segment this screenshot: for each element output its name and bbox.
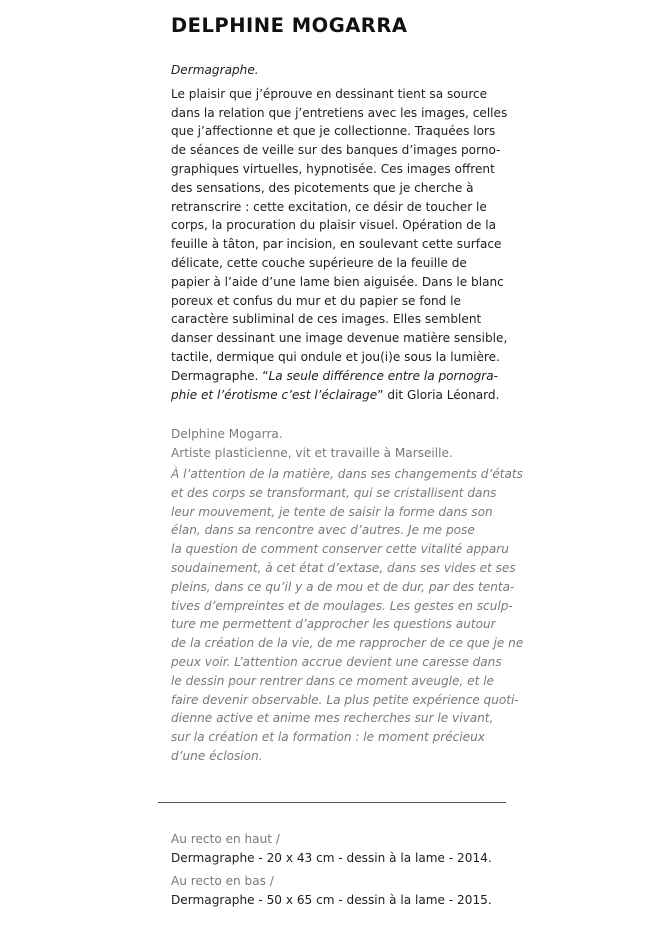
quote-line: [171, 386, 507, 405]
bio-block: [171, 425, 507, 463]
bio-role: Artiste plasticienne, vit et travaille à Marseille.: [171, 445, 453, 460]
italic-line: la question de comment conserver cette vitalité apparu: [171, 542, 509, 557]
italic-line: pleins, dans ce qu’il y a de mou et de dur, par des tenta-: [171, 579, 515, 594]
caption: [171, 872, 507, 910]
statement-line: de séances de veille sur des banques d’images porno-: [171, 143, 501, 158]
italic-line: ture me permettent d’approcher les questions autour: [171, 617, 496, 632]
italic-line: le dessin pour rentrer dans ce moment aveugle, et le: [171, 673, 494, 688]
statement-line: danser dessinant une image devenue matière sensible,: [171, 331, 508, 346]
italic-line: peux voir. L’attention accrue devient une caresse dans: [171, 654, 502, 669]
italic-line: leur mouvement, je tente de saisir la forme dans son: [171, 504, 493, 519]
statement-block: [171, 61, 507, 404]
statement-line: des sensations, des picotements que je cherche à: [171, 180, 474, 195]
caption-details: Dermagraphe - 50 x 65 cm - dessin à la lame - 2015.: [171, 892, 492, 907]
page-title: DELPHINE MOGARRA: [171, 14, 408, 37]
statement-line: dans la relation que j’entretiens avec les images, celles: [171, 105, 508, 120]
italic-line: et des corps se transformant, qui se cristallisent dans: [171, 485, 497, 500]
bio-name: Delphine Mogarra.: [171, 427, 283, 441]
statement-line: que j’affectionne et que je collectionne. Traquées lors: [171, 124, 496, 139]
italic-line: de la création de la vie, de me rapprocher de ce que je ne: [171, 636, 524, 651]
divider: [158, 802, 506, 803]
quote-line: [171, 367, 507, 386]
italic-line: soudainement, à cet état d’extase, dans ses vides et ses: [171, 560, 516, 575]
italic-text-block: [171, 465, 524, 766]
caption: [171, 830, 507, 868]
statement-line: retranscrire : cette excitation, ce désir de toucher le: [171, 199, 487, 214]
statement-line: corps, la procuration du plaisir visuel. Opération de la: [171, 218, 496, 233]
statement-line: feuille à tâton, par incision, en soulevant cette surface: [171, 237, 502, 252]
work-title: Dermagraphe.: [171, 63, 259, 77]
italic-line: dienne active et anime mes recherches sur le vivant,: [171, 711, 494, 726]
italic-line: tives d’empreintes et de moulages. Les gestes en sculp-: [171, 598, 513, 613]
italic-line: faire devenir observable. La plus petite expérience quoti-: [171, 692, 519, 707]
caption-details: Dermagraphe - 20 x 43 cm - dessin à la lame - 2014.: [171, 850, 492, 865]
statement-line: poreux et confus du mur et du papier se fond le: [171, 293, 461, 308]
italic-line: d’une éclosion.: [171, 748, 263, 763]
italic-line: élan, dans sa rencontre avec d’autres. Je me pose: [171, 523, 475, 538]
statement-line: graphiques virtuelles, hypnotisée. Ces images offrent: [171, 161, 495, 176]
statement-line: papier à l’aide d’une lame bien aiguisée. Dans le blanc: [171, 274, 504, 289]
statement-line: caractère subliminal de ces images. Elles semblent: [171, 312, 482, 327]
italic-line: À l’attention de la matière, dans ses changements d’états: [171, 467, 523, 481]
statement-line: Le plaisir que j’éprouve en dessinant tient sa source: [171, 86, 488, 101]
caption-position: Au recto en bas /: [171, 874, 274, 888]
quote-text: phie et l’érotisme c’est l’éclairage: [171, 387, 378, 402]
quote-text: La seule différence entre la pornogra-: [268, 368, 499, 383]
statement-line: tactile, dermique qui ondule et jou(i)e sous la lumière.: [171, 349, 500, 364]
statement-line: délicate, cette couche supérieure de la feuille de: [171, 255, 467, 270]
caption-position: Au recto en haut /: [171, 832, 280, 846]
quote-suffix: ” dit Gloria Léonard.: [377, 387, 500, 402]
italic-line: sur la création et la formation : le moment précieux: [171, 730, 485, 745]
quote-prefix: Dermagraphe. “: [171, 368, 269, 383]
